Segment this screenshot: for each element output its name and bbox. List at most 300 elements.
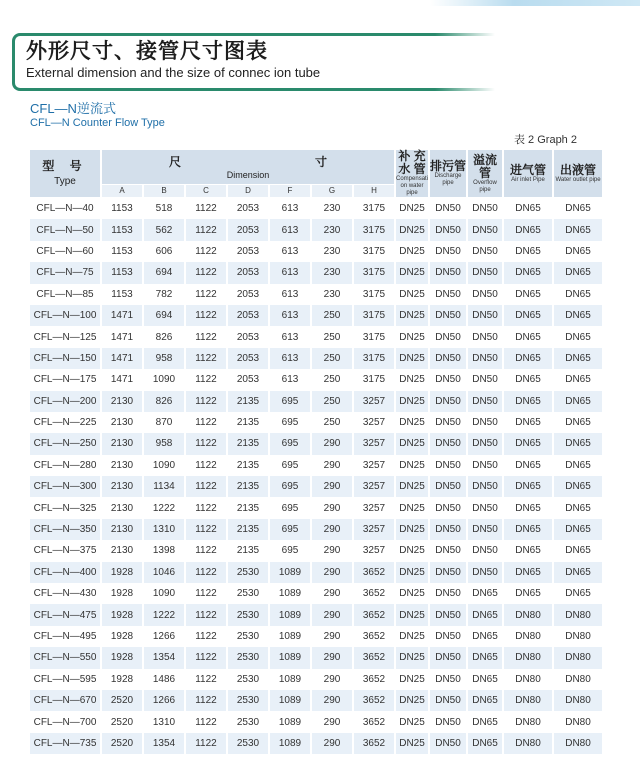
value-cell: DN25 — [396, 711, 430, 732]
value-cell: DN50 — [430, 647, 468, 668]
value-cell: 1089 — [270, 626, 312, 647]
value-cell: 1122 — [186, 647, 228, 668]
value-cell: 290 — [312, 540, 354, 561]
value-cell: DN80 — [504, 711, 554, 732]
value-cell: DN50 — [430, 369, 468, 390]
value-cell: 3652 — [354, 733, 396, 754]
value-cell: 1122 — [186, 433, 228, 454]
model-cell: CFL—N—225 — [30, 412, 102, 433]
value-cell: 2520 — [102, 711, 144, 732]
value-cell: 2135 — [228, 497, 270, 518]
value-cell: 1398 — [144, 540, 186, 561]
value-cell: 1122 — [186, 455, 228, 476]
value-cell: DN50 — [430, 583, 468, 604]
value-cell: 1928 — [102, 562, 144, 583]
value-cell: DN25 — [396, 391, 430, 412]
value-cell: DN50 — [468, 219, 504, 240]
value-cell: DN65 — [504, 219, 554, 240]
value-cell: 3175 — [354, 348, 396, 369]
value-cell: 826 — [144, 326, 186, 347]
value-cell: DN50 — [430, 540, 468, 561]
value-cell: 2130 — [102, 519, 144, 540]
value-cell: 1122 — [186, 690, 228, 711]
table-row — [30, 519, 604, 540]
value-cell: DN25 — [396, 497, 430, 518]
value-cell: 3652 — [354, 626, 396, 647]
col-header-b: B — [144, 185, 186, 198]
value-cell: 694 — [144, 262, 186, 283]
value-cell: DN25 — [396, 455, 430, 476]
model-cell: CFL—N—200 — [30, 391, 102, 412]
value-cell: 1122 — [186, 519, 228, 540]
value-cell: DN80 — [554, 604, 604, 625]
value-cell: DN65 — [468, 711, 504, 732]
page-title-cn: 外形尺寸、接管尺寸图表 — [26, 38, 268, 63]
value-cell: 290 — [312, 433, 354, 454]
model-cell: CFL—N—175 — [30, 369, 102, 390]
page-title-en: External dimension and the size of connec ion tube — [26, 65, 321, 80]
value-cell: DN25 — [396, 476, 430, 497]
value-cell: 1122 — [186, 562, 228, 583]
value-cell: 3175 — [354, 369, 396, 390]
value-cell: DN25 — [396, 583, 430, 604]
value-cell: 1310 — [144, 519, 186, 540]
value-cell: 250 — [312, 412, 354, 433]
model-cell: CFL—N—400 — [30, 562, 102, 583]
value-cell: 290 — [312, 497, 354, 518]
value-cell: 2130 — [102, 540, 144, 561]
value-cell: DN65 — [504, 284, 554, 305]
model-cell: CFL—N—550 — [30, 647, 102, 668]
value-cell: DN25 — [396, 262, 430, 283]
value-cell: 2530 — [228, 711, 270, 732]
value-cell: 2530 — [228, 626, 270, 647]
model-cell: CFL—N—595 — [30, 669, 102, 690]
value-cell: DN50 — [468, 369, 504, 390]
value-cell: 2130 — [102, 497, 144, 518]
value-cell: 1089 — [270, 583, 312, 604]
value-cell: 1134 — [144, 476, 186, 497]
table-row — [30, 476, 604, 497]
table-row — [30, 369, 604, 390]
value-cell: 1122 — [186, 540, 228, 561]
value-cell: 613 — [270, 198, 312, 219]
value-cell: 1928 — [102, 647, 144, 668]
value-cell: 3175 — [354, 305, 396, 326]
value-cell: DN50 — [468, 476, 504, 497]
top-decorative-strip — [430, 0, 640, 6]
value-cell: DN25 — [396, 198, 430, 219]
model-cell: CFL—N—300 — [30, 476, 102, 497]
value-cell: DN25 — [396, 433, 430, 454]
value-cell: 2053 — [228, 219, 270, 240]
value-cell: DN65 — [554, 262, 604, 283]
value-cell: 1090 — [144, 455, 186, 476]
value-cell: 1089 — [270, 690, 312, 711]
value-cell: 3257 — [354, 476, 396, 497]
graph-label: 表 2 Graph 2 — [514, 134, 577, 146]
col-header-h: H — [354, 185, 396, 198]
value-cell: 3652 — [354, 604, 396, 625]
value-cell: 1122 — [186, 711, 228, 732]
value-cell: 250 — [312, 305, 354, 326]
value-cell: DN50 — [468, 412, 504, 433]
value-cell: 2135 — [228, 455, 270, 476]
value-cell: 826 — [144, 391, 186, 412]
value-cell: 1310 — [144, 711, 186, 732]
value-cell: 250 — [312, 326, 354, 347]
value-cell: 1153 — [102, 284, 144, 305]
value-cell: 1354 — [144, 733, 186, 754]
value-cell: DN25 — [396, 369, 430, 390]
value-cell: DN65 — [504, 326, 554, 347]
value-cell: 250 — [312, 369, 354, 390]
value-cell: DN25 — [396, 348, 430, 369]
value-cell: 870 — [144, 412, 186, 433]
value-cell: 613 — [270, 262, 312, 283]
value-cell: 1153 — [102, 241, 144, 262]
value-cell: DN80 — [504, 669, 554, 690]
value-cell: 1089 — [270, 604, 312, 625]
value-cell: 230 — [312, 219, 354, 240]
value-cell: 1222 — [144, 497, 186, 518]
value-cell: DN65 — [504, 412, 554, 433]
value-cell: 1089 — [270, 562, 312, 583]
table-row — [30, 690, 604, 711]
value-cell: 2530 — [228, 562, 270, 583]
value-cell: 2130 — [102, 455, 144, 476]
value-cell: 1122 — [186, 198, 228, 219]
value-cell: 695 — [270, 391, 312, 412]
value-cell: 3652 — [354, 711, 396, 732]
value-cell: DN50 — [430, 669, 468, 690]
value-cell: DN65 — [554, 433, 604, 454]
value-cell: DN50 — [430, 497, 468, 518]
value-cell: DN65 — [504, 433, 554, 454]
value-cell: 695 — [270, 455, 312, 476]
value-cell: 1153 — [102, 262, 144, 283]
value-cell: DN65 — [504, 455, 554, 476]
model-cell: CFL—N—350 — [30, 519, 102, 540]
value-cell: 2135 — [228, 412, 270, 433]
value-cell: 230 — [312, 198, 354, 219]
value-cell: 695 — [270, 519, 312, 540]
value-cell: 3175 — [354, 219, 396, 240]
value-cell: 2530 — [228, 690, 270, 711]
table-row — [30, 647, 604, 668]
value-cell: 1266 — [144, 626, 186, 647]
value-cell: DN25 — [396, 519, 430, 540]
value-cell: 1089 — [270, 669, 312, 690]
value-cell: DN50 — [430, 241, 468, 262]
value-cell: 3175 — [354, 326, 396, 347]
value-cell: DN65 — [504, 241, 554, 262]
value-cell: DN25 — [396, 540, 430, 561]
col-header-f: F — [270, 185, 312, 198]
value-cell: 1122 — [186, 369, 228, 390]
value-cell: DN50 — [430, 562, 468, 583]
value-cell: 3175 — [354, 198, 396, 219]
value-cell: 2520 — [102, 733, 144, 754]
value-cell: DN50 — [430, 348, 468, 369]
value-cell: DN50 — [468, 305, 504, 326]
value-cell: DN65 — [554, 198, 604, 219]
model-cell: CFL—N—40 — [30, 198, 102, 219]
value-cell: DN65 — [504, 519, 554, 540]
value-cell: 613 — [270, 284, 312, 305]
table-row — [30, 241, 604, 262]
value-cell: 1928 — [102, 583, 144, 604]
value-cell: DN25 — [396, 305, 430, 326]
value-cell: DN80 — [554, 690, 604, 711]
value-cell: 290 — [312, 626, 354, 647]
value-cell: 2135 — [228, 476, 270, 497]
value-cell: DN50 — [430, 433, 468, 454]
value-cell: DN50 — [468, 519, 504, 540]
value-cell: 1122 — [186, 348, 228, 369]
value-cell: 290 — [312, 669, 354, 690]
model-cell: CFL—N—125 — [30, 326, 102, 347]
value-cell: 3257 — [354, 497, 396, 518]
value-cell: 3257 — [354, 433, 396, 454]
value-cell: 2130 — [102, 476, 144, 497]
value-cell: DN50 — [430, 519, 468, 540]
value-cell: 2053 — [228, 241, 270, 262]
value-cell: 1471 — [102, 326, 144, 347]
value-cell: DN50 — [430, 476, 468, 497]
value-cell: 3652 — [354, 690, 396, 711]
value-cell: 613 — [270, 241, 312, 262]
value-cell: DN50 — [468, 262, 504, 283]
model-cell: CFL—N—100 — [30, 305, 102, 326]
value-cell: 1122 — [186, 326, 228, 347]
table-row — [30, 219, 604, 240]
value-cell: DN65 — [468, 626, 504, 647]
model-cell: CFL—N—475 — [30, 604, 102, 625]
model-cell: CFL—N—150 — [30, 348, 102, 369]
model-cell: CFL—N—50 — [30, 219, 102, 240]
overflow-pipe-header: 溢流管 Overflow pipe — [468, 150, 504, 198]
value-cell: DN65 — [554, 391, 604, 412]
value-cell: DN65 — [468, 733, 504, 754]
value-cell: DN25 — [396, 326, 430, 347]
table-row — [30, 412, 604, 433]
col-header-a: A — [102, 185, 144, 198]
value-cell: 1928 — [102, 604, 144, 625]
value-cell: 562 — [144, 219, 186, 240]
table-row — [30, 391, 604, 412]
value-cell: 958 — [144, 348, 186, 369]
value-cell: DN50 — [468, 348, 504, 369]
value-cell: DN65 — [554, 348, 604, 369]
value-cell: 2135 — [228, 540, 270, 561]
value-cell: DN50 — [430, 391, 468, 412]
value-cell: DN50 — [430, 711, 468, 732]
value-cell: DN50 — [430, 733, 468, 754]
value-cell: 2130 — [102, 391, 144, 412]
value-cell: 1471 — [102, 369, 144, 390]
value-cell: 1471 — [102, 305, 144, 326]
model-cell: CFL—N—375 — [30, 540, 102, 561]
value-cell: 1090 — [144, 583, 186, 604]
value-cell: DN50 — [430, 262, 468, 283]
value-cell: 1153 — [102, 198, 144, 219]
value-cell: 2053 — [228, 284, 270, 305]
value-cell: DN25 — [396, 219, 430, 240]
value-cell: 250 — [312, 348, 354, 369]
value-cell: 3257 — [354, 412, 396, 433]
value-cell: DN65 — [468, 669, 504, 690]
value-cell: 1354 — [144, 647, 186, 668]
value-cell: DN50 — [468, 198, 504, 219]
value-cell: DN50 — [430, 604, 468, 625]
value-cell: 1928 — [102, 669, 144, 690]
value-cell: DN65 — [554, 284, 604, 305]
value-cell: DN50 — [468, 540, 504, 561]
value-cell: 290 — [312, 583, 354, 604]
value-cell: DN50 — [430, 326, 468, 347]
value-cell: DN50 — [430, 219, 468, 240]
dimension-header: 尺 寸 Dimension — [102, 150, 396, 185]
value-cell: 290 — [312, 711, 354, 732]
value-cell: 2530 — [228, 647, 270, 668]
value-cell: 2135 — [228, 391, 270, 412]
table-row — [30, 604, 604, 625]
value-cell: DN50 — [430, 198, 468, 219]
value-cell: 290 — [312, 733, 354, 754]
value-cell: DN25 — [396, 562, 430, 583]
model-cell: CFL—N—430 — [30, 583, 102, 604]
value-cell: 2135 — [228, 519, 270, 540]
value-cell: 2053 — [228, 326, 270, 347]
value-cell: 250 — [312, 391, 354, 412]
value-cell: 290 — [312, 455, 354, 476]
value-cell: 613 — [270, 348, 312, 369]
value-cell: DN25 — [396, 412, 430, 433]
value-cell: 782 — [144, 284, 186, 305]
value-cell: 1122 — [186, 733, 228, 754]
value-cell: DN65 — [504, 583, 554, 604]
table-row — [30, 626, 604, 647]
col-header-g: G — [312, 185, 354, 198]
value-cell: 3652 — [354, 647, 396, 668]
value-cell: DN80 — [504, 733, 554, 754]
value-cell: 290 — [312, 690, 354, 711]
value-cell: 694 — [144, 305, 186, 326]
value-cell: 1122 — [186, 284, 228, 305]
value-cell: 695 — [270, 497, 312, 518]
value-cell: 3175 — [354, 284, 396, 305]
value-cell: DN50 — [430, 626, 468, 647]
value-cell: 1486 — [144, 669, 186, 690]
value-cell: 2135 — [228, 433, 270, 454]
value-cell: 695 — [270, 540, 312, 561]
value-cell: 230 — [312, 284, 354, 305]
value-cell: DN25 — [396, 669, 430, 690]
value-cell: 1222 — [144, 604, 186, 625]
value-cell: DN80 — [504, 604, 554, 625]
value-cell: DN65 — [554, 412, 604, 433]
value-cell: 2053 — [228, 348, 270, 369]
discharge-pipe-header: 排污管 Discharge pipe — [430, 150, 468, 198]
value-cell: 613 — [270, 219, 312, 240]
value-cell: DN50 — [468, 241, 504, 262]
value-cell: DN80 — [504, 626, 554, 647]
value-cell: DN65 — [504, 305, 554, 326]
value-cell: DN65 — [554, 369, 604, 390]
value-cell: DN50 — [468, 391, 504, 412]
value-cell: DN65 — [504, 562, 554, 583]
value-cell: DN25 — [396, 241, 430, 262]
value-cell: DN25 — [396, 626, 430, 647]
model-cell: CFL—N—280 — [30, 455, 102, 476]
value-cell: 290 — [312, 562, 354, 583]
value-cell: 3257 — [354, 519, 396, 540]
value-cell: DN25 — [396, 690, 430, 711]
value-cell: DN80 — [504, 647, 554, 668]
value-cell: 3652 — [354, 583, 396, 604]
value-cell: 1122 — [186, 412, 228, 433]
value-cell: DN50 — [430, 284, 468, 305]
table-body — [30, 198, 604, 754]
value-cell: DN65 — [504, 262, 554, 283]
value-cell: 1266 — [144, 690, 186, 711]
value-cell: 1928 — [102, 626, 144, 647]
value-cell: 1089 — [270, 711, 312, 732]
value-cell: 1122 — [186, 497, 228, 518]
value-cell: DN50 — [468, 326, 504, 347]
table-row — [30, 583, 604, 604]
value-cell: 3175 — [354, 262, 396, 283]
value-cell: 613 — [270, 369, 312, 390]
model-cell: CFL—N—75 — [30, 262, 102, 283]
value-cell: DN65 — [468, 583, 504, 604]
value-cell: 1153 — [102, 219, 144, 240]
model-cell: CFL—N—495 — [30, 626, 102, 647]
value-cell: 1046 — [144, 562, 186, 583]
value-cell: 2130 — [102, 412, 144, 433]
value-cell: 1122 — [186, 626, 228, 647]
value-cell: DN65 — [468, 604, 504, 625]
value-cell: DN80 — [504, 690, 554, 711]
value-cell: DN25 — [396, 284, 430, 305]
model-cell: CFL—N—60 — [30, 241, 102, 262]
value-cell: 1122 — [186, 476, 228, 497]
table-row — [30, 711, 604, 732]
value-cell: DN65 — [468, 647, 504, 668]
value-cell: DN50 — [430, 690, 468, 711]
value-cell: 1122 — [186, 305, 228, 326]
value-cell: 1122 — [186, 241, 228, 262]
value-cell: 290 — [312, 604, 354, 625]
value-cell: DN25 — [396, 733, 430, 754]
table-row — [30, 669, 604, 690]
value-cell: DN25 — [396, 604, 430, 625]
value-cell: DN65 — [554, 241, 604, 262]
table-row — [30, 326, 604, 347]
value-cell: 1122 — [186, 391, 228, 412]
value-cell: 606 — [144, 241, 186, 262]
value-cell: 290 — [312, 476, 354, 497]
value-cell: DN65 — [554, 583, 604, 604]
value-cell: 1089 — [270, 647, 312, 668]
value-cell: DN65 — [554, 455, 604, 476]
value-cell: 1122 — [186, 669, 228, 690]
table-row — [30, 198, 604, 219]
value-cell: DN65 — [554, 540, 604, 561]
value-cell: 2053 — [228, 198, 270, 219]
value-cell: DN50 — [430, 305, 468, 326]
